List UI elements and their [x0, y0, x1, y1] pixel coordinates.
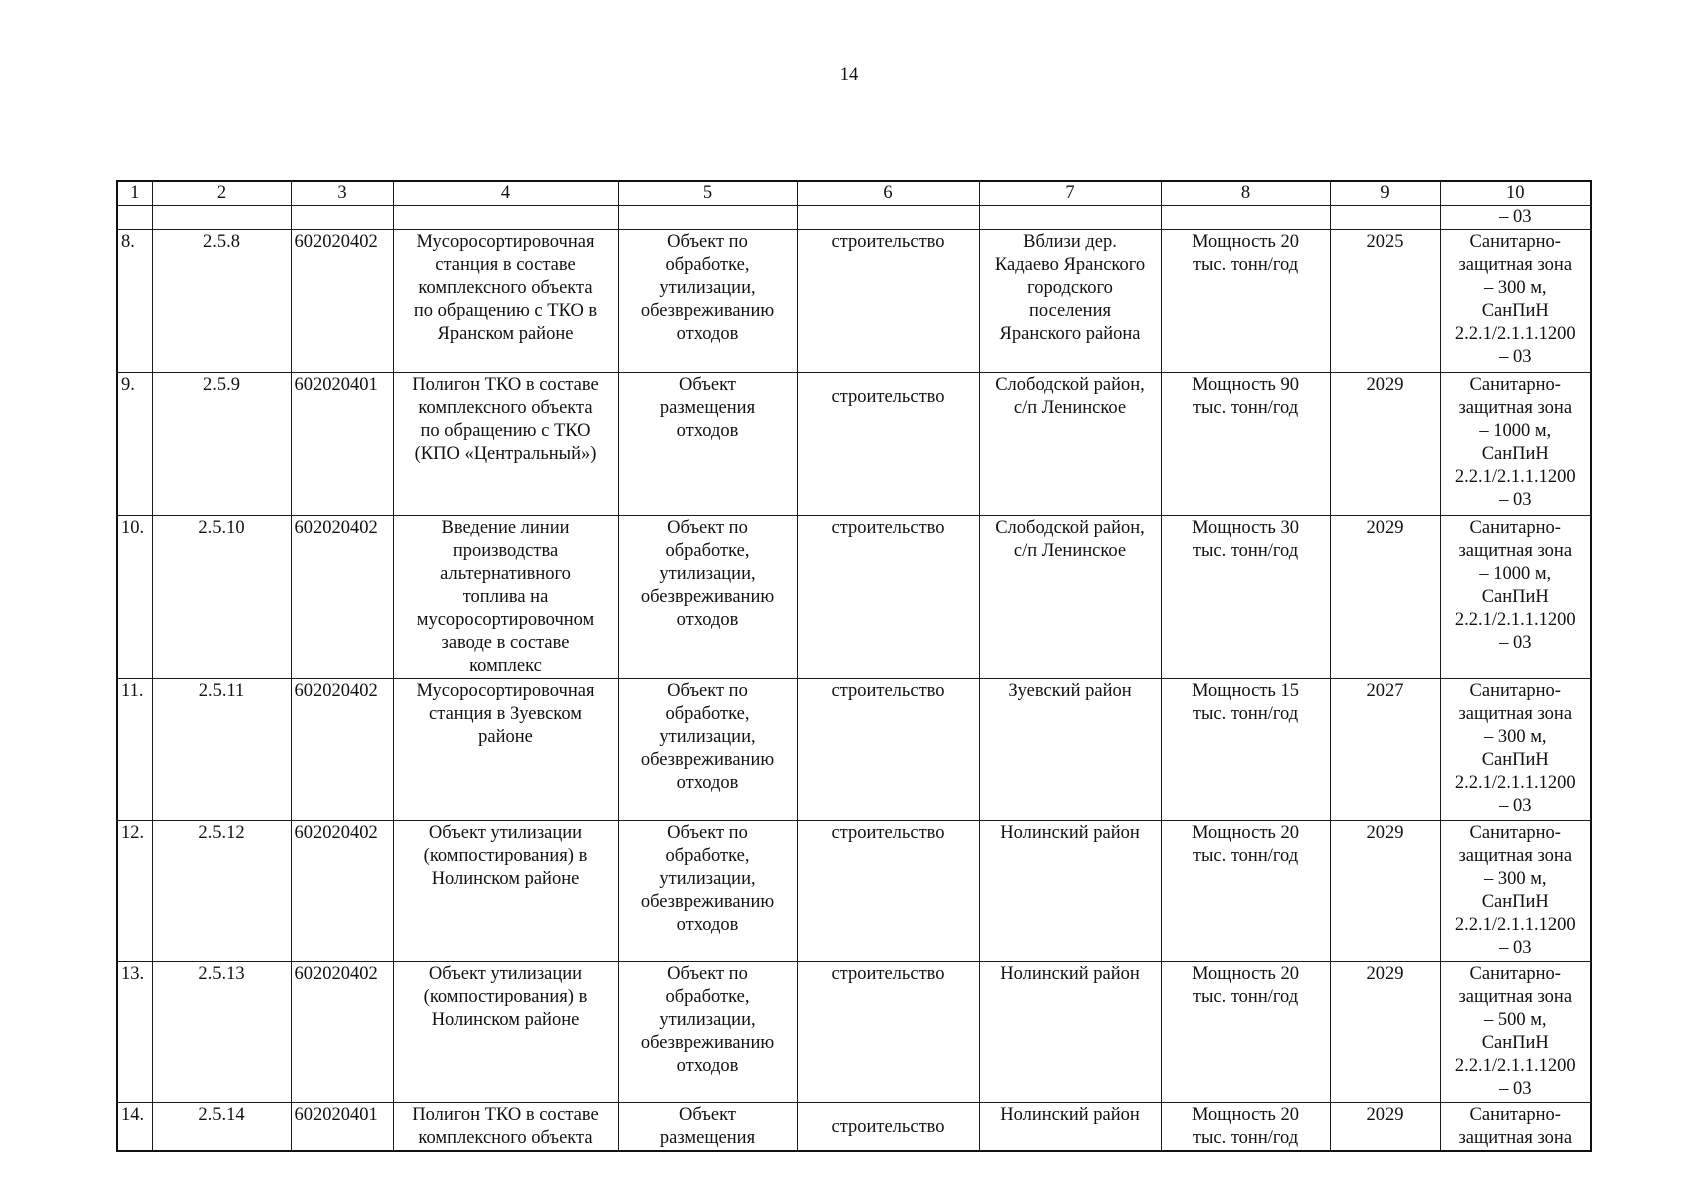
row-number-cell: 9. — [117, 373, 152, 516]
column-header-4: 4 — [393, 181, 618, 206]
sanitary-zone-cell: Санитарно- защитная зона – 300 м, СанПиН 2.2.1/2.1.1.1200 – 03 — [1440, 821, 1591, 962]
capacity-cell: Мощность 20 тыс. тонн/год — [1161, 821, 1330, 962]
empty-cell — [1330, 206, 1440, 230]
row-number-cell: 8. — [117, 230, 152, 373]
object-purpose-cell: Объект размещения — [618, 1103, 797, 1152]
object-purpose-cell: Объект по обработке, утилизации, обезвреживанию отходов — [618, 679, 797, 821]
work-type-cell: строительство — [797, 821, 979, 962]
object-name-cell: Введение линии производства альтернативного топлива на мусоросортировочном заводе в составе комплекс — [393, 516, 618, 679]
object-name-cell: Объект утилизации (компостирования) в Нолинском районе — [393, 962, 618, 1103]
table-row — [117, 230, 1591, 373]
sanitary-zone-cell: Санитарно- защитная зона – 500 м, СанПиН 2.2.1/2.1.1.1200 – 03 — [1440, 962, 1591, 1103]
object-name-cell: Мусоросортировочная станция в составе комплексного объекта по обращению с ТКО в Яранском районе — [393, 230, 618, 373]
item-index-cell: 2.5.13 — [152, 962, 291, 1103]
continuation-row — [117, 206, 1591, 230]
object-name-cell: Мусоросортировочная станция в Зуевском районе — [393, 679, 618, 821]
location-cell: Нолинский район — [979, 962, 1161, 1103]
object-purpose-cell: Объект размещения отходов — [618, 373, 797, 516]
location-cell: Слободской район, с/п Ленинское — [979, 516, 1161, 679]
table-row — [117, 516, 1591, 679]
object-name-cell: Объект утилизации (компостирования) в Нолинском районе — [393, 821, 618, 962]
empty-cell — [393, 206, 618, 230]
item-index-cell: 2.5.11 — [152, 679, 291, 821]
sanitary-zone-cell: Санитарно- защитная зона – 300 м, СанПиН 2.2.1/2.1.1.1200 – 03 — [1440, 230, 1591, 373]
row-number-cell: 13. — [117, 962, 152, 1103]
capacity-cell: Мощность 30 тыс. тонн/год — [1161, 516, 1330, 679]
year-cell: 2029 — [1330, 516, 1440, 679]
object-purpose-cell: Объект по обработке, утилизации, обезвреживанию отходов — [618, 821, 797, 962]
column-header-5: 5 — [618, 181, 797, 206]
location-cell: Нолинский район — [979, 821, 1161, 962]
page-number: 14 — [839, 65, 859, 85]
empty-cell — [1161, 206, 1330, 230]
object-name-cell: Полигон ТКО в составе комплексного объекта — [393, 1103, 618, 1152]
year-cell: 2025 — [1330, 230, 1440, 373]
row-number-cell: 14. — [117, 1103, 152, 1152]
year-cell: 2029 — [1330, 962, 1440, 1103]
table-row — [117, 373, 1591, 516]
empty-cell — [979, 206, 1161, 230]
column-header-8: 8 — [1161, 181, 1330, 206]
item-index-cell: 2.5.8 — [152, 230, 291, 373]
work-type-cell: строительство — [797, 962, 979, 1103]
capacity-cell: Мощность 20 тыс. тонн/год — [1161, 1103, 1330, 1152]
column-header-7: 7 — [979, 181, 1161, 206]
work-type-cell: строительство — [797, 679, 979, 821]
column-number-row — [117, 181, 1591, 206]
item-index-cell: 2.5.12 — [152, 821, 291, 962]
empty-cell — [117, 206, 152, 230]
capacity-cell: Мощность 20 тыс. тонн/год — [1161, 230, 1330, 373]
column-header-1: 1 — [117, 181, 152, 206]
object-name-cell: Полигон ТКО в составе комплексного объекта по обращению с ТКО (КПО «Центральный») — [393, 373, 618, 516]
location-cell: Слободской район, с/п Ленинское — [979, 373, 1161, 516]
table-row — [117, 821, 1591, 962]
capacity-cell: Мощность 20 тыс. тонн/год — [1161, 962, 1330, 1103]
row-number-cell: 12. — [117, 821, 152, 962]
location-cell: Нолинский район — [979, 1103, 1161, 1152]
empty-cell — [797, 206, 979, 230]
capacity-cell: Мощность 15 тыс. тонн/год — [1161, 679, 1330, 821]
capacity-cell: Мощность 90 тыс. тонн/год — [1161, 373, 1330, 516]
column-header-6: 6 — [797, 181, 979, 206]
table-row — [117, 679, 1591, 821]
column-header-2: 2 — [152, 181, 291, 206]
sanitary-zone-cell: Санитарно- защитная зона – 1000 м, СанПиН 2.2.1/2.1.1.1200 – 03 — [1440, 373, 1591, 516]
sanitary-zone-cell: Санитарно- защитная зона – 1000 м, СанПиН 2.2.1/2.1.1.1200 – 03 — [1440, 516, 1591, 679]
work-type-cell: строительство — [797, 230, 979, 373]
table-row — [117, 1103, 1591, 1152]
object-purpose-cell: Объект по обработке, утилизации, обезвреживанию отходов — [618, 230, 797, 373]
row-number-cell: 11. — [117, 679, 152, 821]
column-header-9: 9 — [1330, 181, 1440, 206]
column-header-3: 3 — [291, 181, 393, 206]
table-body — [117, 181, 1591, 1151]
empty-cell — [152, 206, 291, 230]
code-cell: 602020402 — [291, 679, 393, 821]
code-cell: 602020402 — [291, 821, 393, 962]
item-index-cell: 2.5.10 — [152, 516, 291, 679]
sanitary-zone-cell: – 03 — [1440, 206, 1591, 230]
object-purpose-cell: Объект по обработке, утилизации, обезвреживанию отходов — [618, 962, 797, 1103]
sanitary-zone-cell: Санитарно- защитная зона – 300 м, СанПиН 2.2.1/2.1.1.1200 – 03 — [1440, 679, 1591, 821]
empty-cell — [618, 206, 797, 230]
sanitary-zone-cell: Санитарно- защитная зона — [1440, 1103, 1591, 1152]
work-type-cell: строительство — [797, 516, 979, 679]
code-cell: 602020402 — [291, 962, 393, 1103]
row-number-cell: 10. — [117, 516, 152, 679]
code-cell: 602020402 — [291, 230, 393, 373]
empty-cell — [291, 206, 393, 230]
work-type-cell: строительство — [797, 1103, 979, 1152]
item-index-cell: 2.5.14 — [152, 1103, 291, 1152]
code-cell: 602020402 — [291, 516, 393, 679]
year-cell: 2029 — [1330, 373, 1440, 516]
work-type-cell: строительство — [797, 373, 979, 516]
objects-table — [116, 180, 1592, 1152]
year-cell: 2029 — [1330, 1103, 1440, 1152]
item-index-cell: 2.5.9 — [152, 373, 291, 516]
table-row — [117, 962, 1591, 1103]
year-cell: 2027 — [1330, 679, 1440, 821]
column-header-10: 10 — [1440, 181, 1591, 206]
location-cell: Зуевский район — [979, 679, 1161, 821]
object-purpose-cell: Объект по обработке, утилизации, обезвреживанию отходов — [618, 516, 797, 679]
code-cell: 602020401 — [291, 373, 393, 516]
code-cell: 602020401 — [291, 1103, 393, 1152]
location-cell: Вблизи дер. Кадаево Яранского городского поселения Яранского района — [979, 230, 1161, 373]
year-cell: 2029 — [1330, 821, 1440, 962]
